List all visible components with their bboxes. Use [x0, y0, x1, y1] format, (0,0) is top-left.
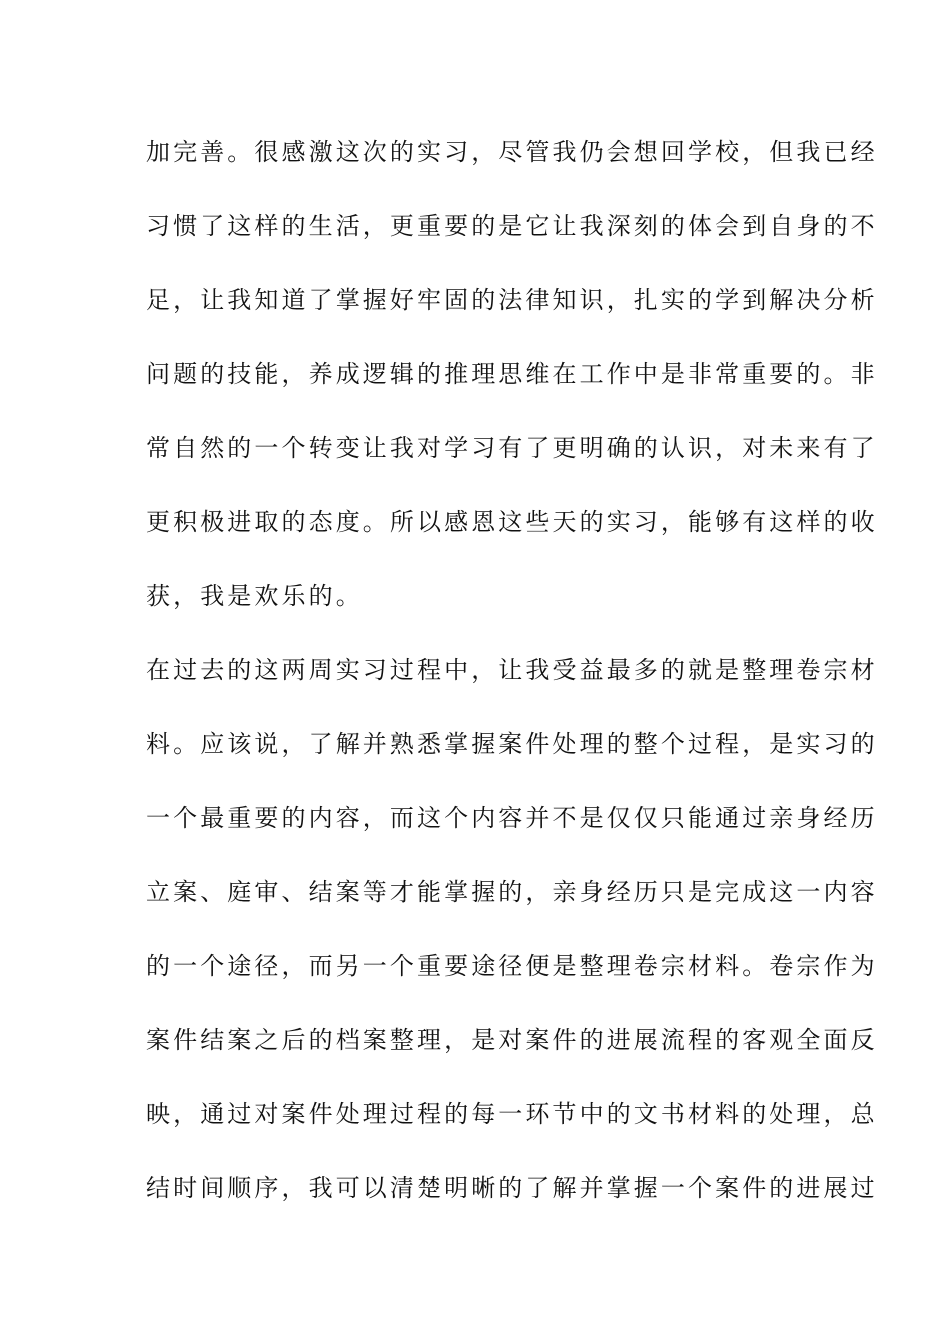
text-line: 加完善。很感激这次的实习，尽管我仍会想回学校，但我已经: [146, 138, 878, 166]
text-line: 足，让我知道了掌握好牢固的法律知识，扎实的学到解决分析: [146, 286, 878, 314]
text-line: 结时间顺序，我可以清楚明晰的了解并掌握一个案件的进展过: [146, 1174, 878, 1202]
text-line: 一个最重要的内容，而这个内容并不是仅仅只能通过亲身经历: [146, 804, 878, 832]
text-line: 在过去的这两周实习过程中，让我受益最多的就是整理卷宗材: [146, 656, 878, 684]
text-line: 问题的技能，养成逻辑的推理思维在工作中是非常重要的。非: [146, 360, 878, 388]
text-line: 习惯了这样的生活，更重要的是它让我深刻的体会到自身的不: [146, 212, 878, 240]
text-line: 常自然的一个转变让我对学习有了更明确的认识，对未来有了: [146, 434, 878, 462]
text-line: 映，通过对案件处理过程的每一环节中的文书材料的处理，总: [146, 1100, 878, 1128]
text-line: 的一个途径，而另一个重要途径便是整理卷宗材料。卷宗作为: [146, 952, 878, 980]
text-line: 获，我是欢乐的。: [146, 582, 363, 610]
text-line: 立案、庭审、结案等才能掌握的，亲身经历只是完成这一内容: [146, 878, 878, 906]
text-line: 料。应该说，了解并熟悉掌握案件处理的整个过程，是实习的: [146, 730, 878, 758]
text-line: 更积极进取的态度。所以感恩这些天的实习，能够有这样的收: [146, 508, 878, 536]
text-line: 案件结案之后的档案整理，是对案件的进展流程的客观全面反: [146, 1026, 878, 1054]
